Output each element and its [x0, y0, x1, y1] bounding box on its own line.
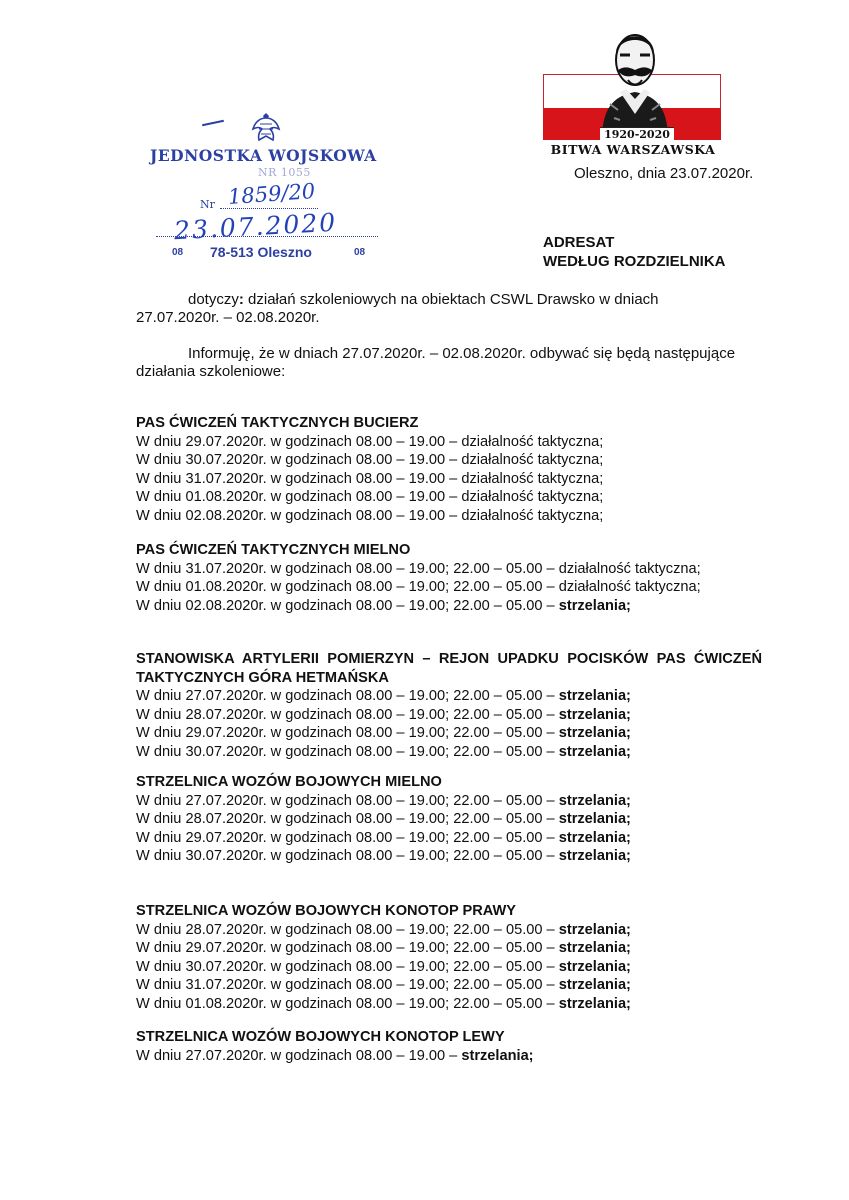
schedule-row [136, 488, 762, 507]
addressee-block [543, 233, 725, 271]
row-activity: działalność taktyczna; [461, 507, 604, 524]
row-text: W dniu 30.07.2020r. w godzinach 08.00 – 19.00; 22.00 – 05.00 – [136, 958, 559, 975]
battle-anniversary-emblem [540, 22, 730, 162]
schedule-section-konotop-lewy [136, 1028, 762, 1065]
intro-paragraph [136, 345, 776, 381]
row-activity-bold: strzelania; [558, 811, 631, 827]
row-activity-bold: strzelania; [558, 792, 631, 809]
official-stamp [140, 108, 390, 268]
schedule-row [136, 724, 762, 743]
row-text: W dniu 29.07.2020r. w godzinach 08.00 – 19.00; 22.00 – 05.00 – [136, 940, 559, 956]
subject-colon: : [238, 291, 244, 308]
row-activity [461, 1048, 533, 1064]
schedule-row [136, 958, 762, 977]
schedule-section-pomierzyn [136, 650, 762, 761]
schedule-row [136, 578, 762, 597]
row-activity-bold: strzelania; [558, 958, 631, 975]
schedule-row [136, 507, 762, 526]
schedule-row [136, 706, 762, 725]
row-activity: działalność taktyczna; [461, 489, 604, 505]
row-activity-bold: strzelania; [558, 688, 631, 704]
row-text: W dniu 27.07.2020r. w godzinach 08.00 – 19.00; 22.00 – 05.00 – [136, 688, 559, 704]
row-activity: działalność taktyczna; [558, 579, 701, 595]
row-activity [559, 959, 631, 975]
stamp-date-line [156, 236, 378, 237]
row-text: W dniu 31.07.2020r. w godzinach 08.00 – 19.00; 22.00 – 05.00 – [136, 977, 559, 993]
stamp-code-right: 08 [354, 247, 366, 258]
row-text: W dniu 27.07.2020r. w godzinach 08.00 – 19.00; 22.00 – 05.00 – [136, 792, 559, 809]
row-activity [559, 793, 631, 809]
subject-text-1: działań szkoleniowych na obiektach CSWL Drawsko w dniach [243, 291, 659, 308]
row-activity [559, 996, 631, 1012]
schedule-row [136, 829, 762, 848]
schedule-row [136, 687, 762, 706]
schedule-row [136, 995, 762, 1014]
row-activity-bold: strzelania; [558, 597, 631, 614]
row-text: W dniu 29.07.2020r. w godzinach 08.00 – 19.00 – [136, 433, 462, 450]
row-activity [559, 688, 631, 704]
schedule-row [136, 810, 762, 829]
intro-line-2: działania szkoleniowe: [136, 363, 286, 380]
row-activity [559, 707, 631, 723]
schedule-row [136, 597, 762, 616]
row-activity-bold: strzelania; [558, 743, 631, 760]
stamp-unit-number: NR 1055 [258, 166, 311, 179]
stamp-postal-address: 78-513 Oleszno [210, 244, 312, 260]
subject-label: dotyczy [188, 291, 239, 308]
schedule-row [136, 939, 762, 958]
row-text: W dniu 01.08.2020r. w godzinach 08.00 – 19.00 – [136, 489, 462, 505]
schedule-row [136, 433, 762, 452]
section-heading: PAS ĆWICZEŃ TAKTYCZNYCH MIELNO [136, 542, 411, 558]
row-text: W dniu 30.07.2020r. w godzinach 08.00 – 19.00 – [136, 452, 462, 468]
schedule-section-bucierz [136, 414, 762, 525]
row-activity: działalność taktyczna; [461, 470, 604, 487]
row-text: W dniu 02.08.2020r. w godzinach 08.00 – 19.00; 22.00 – 05.00 – [136, 597, 559, 614]
section-heading: STRZELNICA WOZÓW BOJOWYCH MIELNO [136, 774, 442, 790]
row-text: W dniu 28.07.2020r. w godzinach 08.00 – 19.00; 22.00 – 05.00 – [136, 921, 559, 938]
subject-text-2: 27.07.2020r. – 02.08.2020r. [136, 309, 320, 326]
row-text: W dniu 31.07.2020r. w godzinach 08.00 – 19.00; 22.00 – 05.00 – [136, 560, 559, 577]
section-heading: STRZELNICA WOZÓW BOJOWYCH KONOTOP PRAWY [136, 903, 516, 919]
schedule-row [136, 743, 762, 762]
row-text: W dniu 01.08.2020r. w godzinach 08.00 – 19.00; 22.00 – 05.00 – [136, 995, 559, 1012]
row-activity-bold: strzelania; [558, 977, 631, 993]
row-activity [559, 830, 631, 846]
emblem-title: BITWA WARSZAWSKA [550, 142, 716, 157]
row-activity: działalność taktyczna; [461, 433, 604, 450]
row-activity-bold: strzelania; [558, 995, 631, 1012]
stamp-unit-name: JEDNOSTKA WOJSKOWA [150, 146, 377, 165]
row-activity-bold: strzelania; [558, 921, 631, 938]
schedule-row [136, 560, 762, 579]
row-text: W dniu 28.07.2020r. w godzinach 08.00 – 19.00; 22.00 – 05.00 – [136, 706, 559, 723]
row-activity [559, 977, 631, 993]
schedule-row [136, 847, 762, 866]
row-activity [559, 940, 631, 956]
row-activity-bold: strzelania; [558, 706, 631, 723]
schedule-row [136, 976, 762, 995]
row-activity: działalność taktyczna; [558, 560, 701, 577]
row-activity [559, 725, 631, 741]
row-activity-bold: strzelania; [558, 725, 631, 741]
row-text: W dniu 31.07.2020r. w godzinach 08.00 – 19.00 – [136, 470, 462, 487]
subject-line-1 [136, 291, 756, 309]
row-activity-bold: strzelania; [558, 848, 631, 864]
stamp-registry-number: 1859/20 [227, 178, 316, 210]
addressee-line-2: WEDŁUG ROZDZIELNIKA [543, 253, 726, 270]
row-activity-bold: strzelania; [558, 940, 631, 956]
section-heading: STANOWISKA ARTYLERII POMIERZYN – REJON UPADKU POCISKÓW PAS ĆWICZEŃ TAKTYCZNYCH GÓRA HETMAŃSKA [136, 651, 762, 686]
place-and-date: Oleszno, dnia 23.07.2020r. [574, 165, 754, 182]
schedule-row [136, 451, 762, 470]
marshal-portrait-icon [580, 22, 690, 140]
row-text: W dniu 29.07.2020r. w godzinach 08.00 – 19.00; 22.00 – 05.00 – [136, 725, 559, 741]
row-text: W dniu 30.07.2020r. w godzinach 08.00 – 19.00; 22.00 – 05.00 – [136, 743, 559, 760]
eagle-emblem-icon [248, 110, 284, 146]
row-text: W dniu 01.08.2020r. w godzinach 08.00 – 19.00; 22.00 – 05.00 – [136, 579, 559, 595]
row-activity-bold: strzelania; [558, 829, 631, 846]
row-activity [559, 744, 631, 760]
schedule-row [136, 792, 762, 811]
schedule-row [136, 1047, 762, 1066]
schedule-section-konotop-prawy [136, 902, 762, 1013]
stamp-handwritten-date: 23.07.2020 [173, 207, 338, 246]
row-activity [559, 811, 631, 827]
row-text: W dniu 27.07.2020r. w godzinach 08.00 – 19.00 – [136, 1047, 462, 1064]
section-heading: PAS ĆWICZEŃ TAKTYCZNYCH BUCIERZ [136, 415, 419, 431]
addressee-line-1: ADRESAT [543, 234, 615, 251]
subject-block [136, 291, 756, 327]
row-activity [559, 598, 631, 614]
row-activity [559, 848, 631, 864]
row-text: W dniu 02.08.2020r. w godzinach 08.00 – 19.00 – [136, 507, 462, 524]
schedule-row [136, 921, 762, 940]
row-activity [559, 922, 631, 938]
row-activity: działalność taktyczna; [461, 452, 604, 468]
row-text: W dniu 30.07.2020r. w godzinach 08.00 – 19.00; 22.00 – 05.00 – [136, 848, 559, 864]
stamp-code-left: 08 [172, 247, 184, 258]
row-activity-bold: strzelania; [461, 1047, 534, 1064]
stamp-dash [202, 120, 224, 127]
row-text: W dniu 28.07.2020r. w godzinach 08.00 – 19.00; 22.00 – 05.00 – [136, 811, 559, 827]
emblem-years: 1920-2020 [600, 127, 674, 141]
stamp-nr-label: Nr [200, 198, 215, 211]
schedule-section-wozow-mielno [136, 773, 762, 866]
schedule-row [136, 470, 762, 489]
row-text: W dniu 29.07.2020r. w godzinach 08.00 – 19.00; 22.00 – 05.00 – [136, 829, 559, 846]
schedule-section-mielno [136, 541, 762, 615]
intro-line-1: Informuję, że w dniach 27.07.2020r. – 02.08.2020r. odbywać się będą następujące [188, 345, 736, 362]
section-heading: STRZELNICA WOZÓW BOJOWYCH KONOTOP LEWY [136, 1029, 505, 1045]
